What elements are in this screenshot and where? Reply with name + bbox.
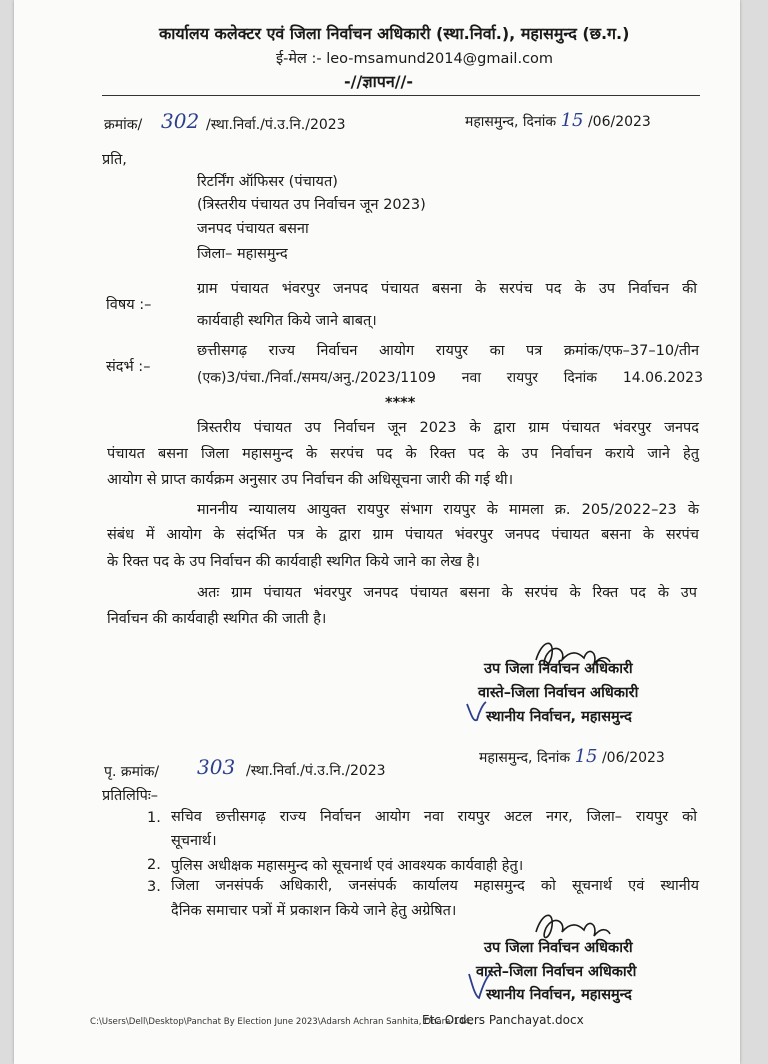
copy-item-line: पुलिस अधीक्षक महासमुन्द को सूचनार्थ एवं आवश्यक कार्यवाही हेतु। bbox=[171, 858, 524, 874]
endorsement-label: पृ. क्रमांक/ bbox=[104, 764, 160, 780]
copy-item-line: सचिव छत्तीसगढ़ राज्य निर्वाचन आयोग नवा रायपुर अटल नगर, जिला– रायपुर को bbox=[171, 809, 697, 825]
letter-page bbox=[14, 0, 740, 1064]
recipient-line: (त्रिस्तरीय पंचायत उप निर्वाचन जून 2023) bbox=[197, 197, 426, 213]
signatory-office: स्थानीय निर्वाचन, महासमुन्द bbox=[486, 987, 632, 1003]
recipient-line: जनपद पंचायत बसना bbox=[197, 221, 309, 237]
recipient-line: रिटर्निंग ऑफिसर (पंचायत) bbox=[197, 174, 338, 190]
place-date-prefix: महासमुन्द, दिनांक bbox=[465, 114, 557, 130]
place-date-prefix: महासमुन्द, दिनांक bbox=[479, 750, 571, 766]
copy-item-line: सूचनार्थ। bbox=[171, 833, 217, 849]
paragraph-line: पंचायत बसना जिला महासमुन्द के सरपंच पद के रिक्त पद के उप निर्वाचन कराये जाने हेतु bbox=[107, 446, 699, 462]
paragraph-line: के रिक्त पद के उप निर्वाचन की कार्यवाही स्थगित किये जाने का लेख है। bbox=[107, 554, 480, 570]
subject-line: ग्राम पंचायत भंवरपुर जनपद पंचायत बसना के सरपंच पद के उप निर्वाचन की bbox=[197, 281, 697, 297]
paragraph-line: निर्वाचन की कार्यवाही स्थगित की जाती है। bbox=[107, 611, 327, 627]
paragraph-line: त्रिस्तरीय पंचायत उप निर्वाचन जून 2023 के द्वारा ग्राम पंचायत भंवरपुर जनपद bbox=[197, 420, 699, 436]
subject-line: कार्यवाही स्थगित किये जाने बाबत्। bbox=[197, 313, 377, 329]
footer-path: C:\Users\Dell\Desktop\Panchat By Election June 2023\Adarsh Achran Sanhita, Dhara-144, bbox=[90, 1017, 473, 1027]
header-divider bbox=[102, 95, 700, 96]
recipient-line: जिला– महासमुन्द bbox=[197, 246, 288, 262]
date-rest: /06/2023 bbox=[601, 750, 665, 766]
reference-line: (एक)3/पंचा./निर्वा./समय/अनु./2023/1109 नवा रायपुर दिनांक 14.06.2023 bbox=[197, 370, 703, 386]
paragraph-line: संबंध में आयोग के संदर्भित पत्र के द्वारा ग्राम पंचायत भंवरपुर जनपद पंचायत बसना के सरपंच bbox=[107, 527, 699, 543]
footer-filename: Etc Orders Panchayat.docx bbox=[422, 1013, 584, 1027]
date-day-handwritten: 15 bbox=[574, 746, 598, 767]
signatory-subtitle: वास्ते–जिला निर्वाचन अधिकारी bbox=[476, 964, 637, 980]
reference-line: छत्तीसगढ़ राज्य निर्वाचन आयोग रायपुर का पत्र क्रमांक/एफ–37–10/तीन bbox=[197, 343, 699, 359]
reference-label: संदर्भ :– bbox=[106, 359, 151, 375]
ref-code: /स्था.निर्वा./पं.उ.नि./2023 bbox=[206, 117, 346, 133]
initial-mark bbox=[465, 700, 487, 724]
date-rest: /06/2023 bbox=[587, 114, 651, 130]
copy-item-line: दैनिक समाचार पत्रों में प्रकाशन किये जाने हेतु अग्रेषित। bbox=[171, 903, 457, 919]
signatory-office: स्थानीय निर्वाचन, महासमुन्द bbox=[486, 709, 632, 725]
copy-item-number: 3. bbox=[147, 879, 161, 895]
memo-title: -//ज्ञापन//- bbox=[344, 72, 414, 91]
paragraph-line: आयोग से प्राप्त कार्यक्रम अनुसार उप निर्वाचन की अधिसूचना जारी की गई थी। bbox=[107, 472, 514, 488]
signatory-title: उप जिला निर्वाचन अधिकारी bbox=[484, 661, 633, 677]
ref-number-handwritten: 302 bbox=[161, 109, 200, 133]
date-day-handwritten: 15 bbox=[560, 110, 584, 131]
subject-label: विषय :– bbox=[106, 297, 152, 313]
email-line: ई-मेल :- leo-msamund2014@gmail.com bbox=[276, 51, 554, 67]
endorsement-place-date bbox=[479, 746, 665, 767]
endorsement-number-handwritten: 303 bbox=[197, 755, 236, 779]
ref-place-date bbox=[465, 110, 651, 131]
ref-label: क्रमांक/ bbox=[104, 117, 143, 133]
endorsement-code: /स्था.निर्वा./पं.उ.नि./2023 bbox=[246, 763, 386, 779]
paragraph-line: माननीय न्यायालय आयुक्त रायपुर संभाग रायपुर के मामला क्र. 205/2022–23 के bbox=[197, 502, 699, 518]
paragraph-line: अतः ग्राम पंचायत भंवरपुर जनपद पंचायत बसना के सरपंच के रिक्त पद के उप bbox=[197, 585, 697, 601]
office-header: कार्यालय कलेक्टर एवं जिला निर्वाचन अधिकारी (स्था.निर्वा.), महासमुन्द (छ.ग.) bbox=[159, 24, 630, 43]
signatory-subtitle: वास्ते–जिला निर्वाचन अधिकारी bbox=[478, 685, 639, 701]
copy-item-line: जिला जनसंपर्क अधिकारी, जनसंपर्क कार्यालय महासमुन्द को सूचनार्थ एवं स्थानीय bbox=[171, 878, 699, 894]
copy-item-number: 2. bbox=[147, 857, 161, 873]
signatory-title: उप जिला निर्वाचन अधिकारी bbox=[484, 940, 633, 956]
copy-item-number: 1. bbox=[147, 810, 161, 826]
separator-stars: **** bbox=[385, 395, 416, 411]
copy-label: प्रतिलिपिः– bbox=[102, 788, 159, 804]
to-label: प्रति, bbox=[102, 152, 127, 168]
